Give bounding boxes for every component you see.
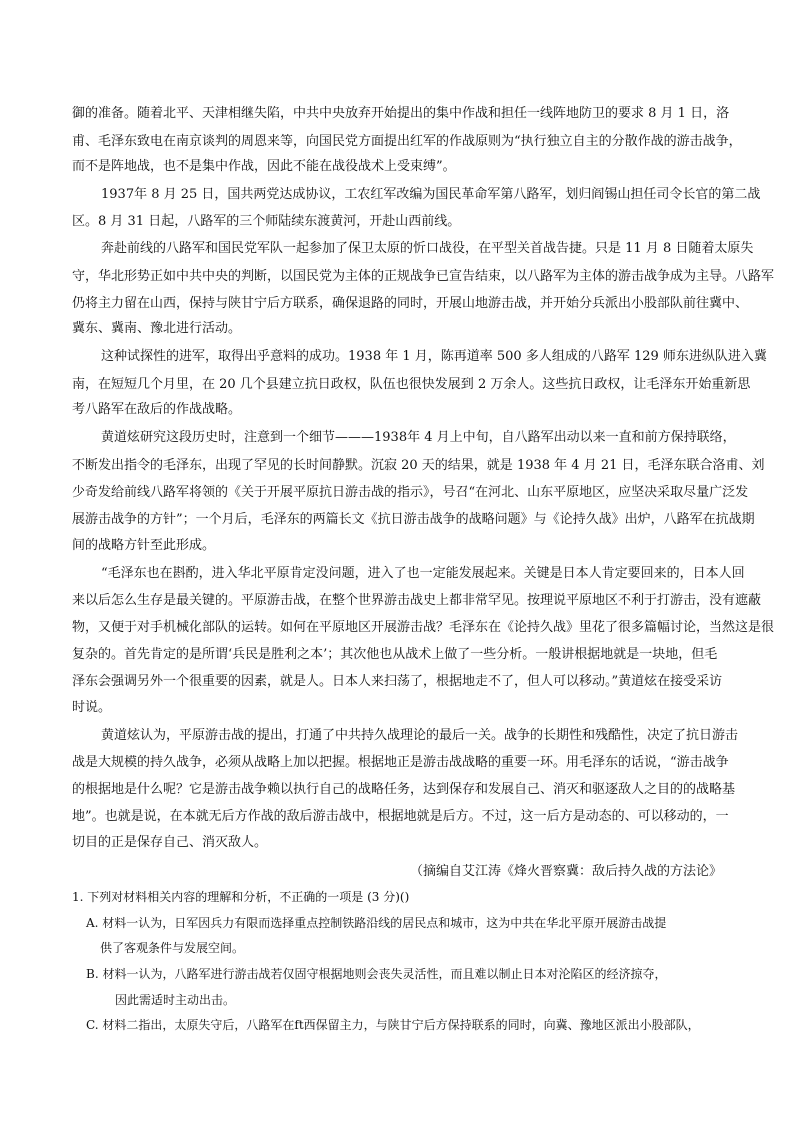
paragraph-6-line-5: 泽东会强调另外一个很重要的因素，就是人。日本人来扫荡了，根据地走不了，但人可以移动。”黄道炫在接受采访 (72, 674, 723, 689)
paragraph-3-line-1: 奔赴前线的八路军和国民党军队一起参加了保卫太原的忻口战役，在平型关首战告捷。只是 11 月 8 日随着太原失 (101, 241, 754, 256)
option-b-line-2: 因此需适时主动出击。 (115, 993, 236, 1007)
paragraph-5-line-4: 展游击战争的方针”；一个月后，毛泽东的两篇长文《抗日游击战争的战略问题》与《论持久战》出炉，八路军在抗战期 (72, 512, 755, 527)
paragraph-5-line-2: 不断发出指令的毛泽东，出现了罕见的长时间静默。沉寂 20 天的结果，就是 1938 年 4 月 21 日，毛泽东联合洛甫、刘 (72, 458, 765, 473)
source-attribution: （摘编自艾江涛《烽火晋察冀：敌后持久战的方法论》 (409, 864, 722, 879)
paragraph-3-line-4: 冀东、冀南、豫北进行活动。 (72, 321, 242, 336)
paragraph-5-line-3: 少奇发给前线八路军将领的《关于开展平原抗日游击战的指示》，号召“在河北、山东平原地区，应坚决采取尽量广泛发 (72, 485, 749, 500)
option-c-line-1: C. 材料二指出，太原失守后，八路军在ft西保留主力，与陕甘宁后方保持联系的同时，向冀、豫地区派出小股部队， (86, 1018, 700, 1032)
paragraph-4-line-2: 南，在短短几个月里，在 20 几个县建立抗日政权，队伍也很快发展到 2 万余人。这些抗日政权，让毛泽东开始重新思 (72, 377, 751, 392)
paragraph-3-line-2: 守，华北形势正如中共中央的判断，以国民党为主体的正规战争已宣告结束，以八路军为主体的游击战争成为主导。八路军 (72, 269, 775, 284)
paragraph-6-line-3: 物，又便于对手机械化部队的运转。如何在平原地区开展游击战？毛泽东在《论持久战》里花了很多篇幅讨论，当然这是很 (72, 620, 775, 635)
paragraph-1-line-3: 而不是阵地战，也不是集中作战，因此不能在战役战术上受束缚”。 (72, 159, 456, 174)
option-a-line-1: A. 材料一认为，日军因兵力有限而选择重点控制铁路沿线的居民点和城市，这为中共在华北平原开展游击战提 (86, 916, 667, 930)
question-stem: 1. 下列对材料相关内容的理解和分析，不正确的一项是 (3 分)() (72, 890, 410, 904)
option-a-line-2: 供了客观条件与发展空间。 (100, 941, 245, 955)
paragraph-6-line-2: 来以后怎么生存是最关键的。平原游击战，在整个世界游击战史上都非常罕见。按理说平原地区不利于打游击，没有遮蔽 (72, 593, 762, 608)
paragraph-7-line-1: 黄道炫认为，平原游击战的提出，打通了中共持久战理论的最后一关。战争的长期性和残酷性，决定了抗日游击 (101, 728, 739, 743)
paragraph-4-line-3: 考八路军在敌后的作战战略。 (72, 402, 242, 417)
paragraph-6-line-4: 复杂的。首先肯定的是所谓‘兵民是胜利之本’；其次他也从战术上做了一些分析。一般讲根据地就是一块地，但毛 (72, 647, 718, 662)
paragraph-5-line-1: 黄道炫研究这段历史时，注意到一个细节———1938年 4 月上中旬，自八路军出动以来一直和前方保持联络， (101, 430, 736, 445)
paragraph-7-line-2: 战是大规模的持久战争，必须从战略上加以把握。根据地正是游击战战略的重要一环。用毛泽东的话说，“游击战争 (72, 755, 729, 770)
paragraph-7-line-4: 地”。也就是说，在本就无后方作战的敌后游击战中，根据地就是后方。不过，这一后方是动态的、可以移动的，一 (72, 809, 729, 824)
paragraph-7-line-5: 切目的正是保存自己、消灭敌人。 (72, 835, 268, 850)
paragraph-1-line-2: 甫、毛泽东致电在南京谈判的周恩来等，向国民党方面提出红军的作战原则为“执行独立自主的分散作战的游击战争， (72, 134, 742, 149)
option-b-line-1: B. 材料一认为，八路军进行游击战若仅固守根据地则会丧失灵活性，而且难以制止日本对沦陷区的经济掠夺， (86, 967, 667, 981)
paragraph-2-line-1: 1937年 8 月 25 日，国共两党达成协议，工农红军改编为国民革命军第八路军，划归阎锡山担任司令长官的第二战 (101, 187, 761, 202)
paragraph-2-line-2: 区。8 月 31 日起，八路军的三个师陆续东渡黄河，开赴山西前线。 (72, 214, 461, 229)
paragraph-3-line-3: 仍将主力留在山西，保持与陕甘宁后方联系，确保退路的同时，开展山地游击战，并开始分兵派出小股部队前往冀中、 (72, 296, 749, 311)
paragraph-5-line-5: 间的战略方针至此形成。 (72, 538, 216, 553)
paragraph-1-line-1: 御的准备。随着北平、天津相继失陷，中共中央放弃开始提出的集中作战和担任一线阵地防卫的要求 8 月 1 日，洛 (72, 106, 730, 121)
paragraph-7-line-3: 的根据地是什么呢？它是游击战争赖以执行自己的战略任务，达到保存和发展自己、消灭和驱逐敌人之目的的战略基 (72, 782, 736, 797)
paragraph-4-line-1: 这种试探性的进军，取得出乎意料的成功。1938 年 1 月，陈再道率 500 多人组成的八路军 129 师东进纵队进入冀 (101, 349, 767, 364)
paragraph-6-line-6: 时说。 (72, 700, 112, 715)
paragraph-6-line-1: “毛泽东也在斟酌，进入华北平原肯定没问题，进入了也一定能发展起来。关键是日本人肯定要回来的，日本人回 (101, 566, 745, 581)
